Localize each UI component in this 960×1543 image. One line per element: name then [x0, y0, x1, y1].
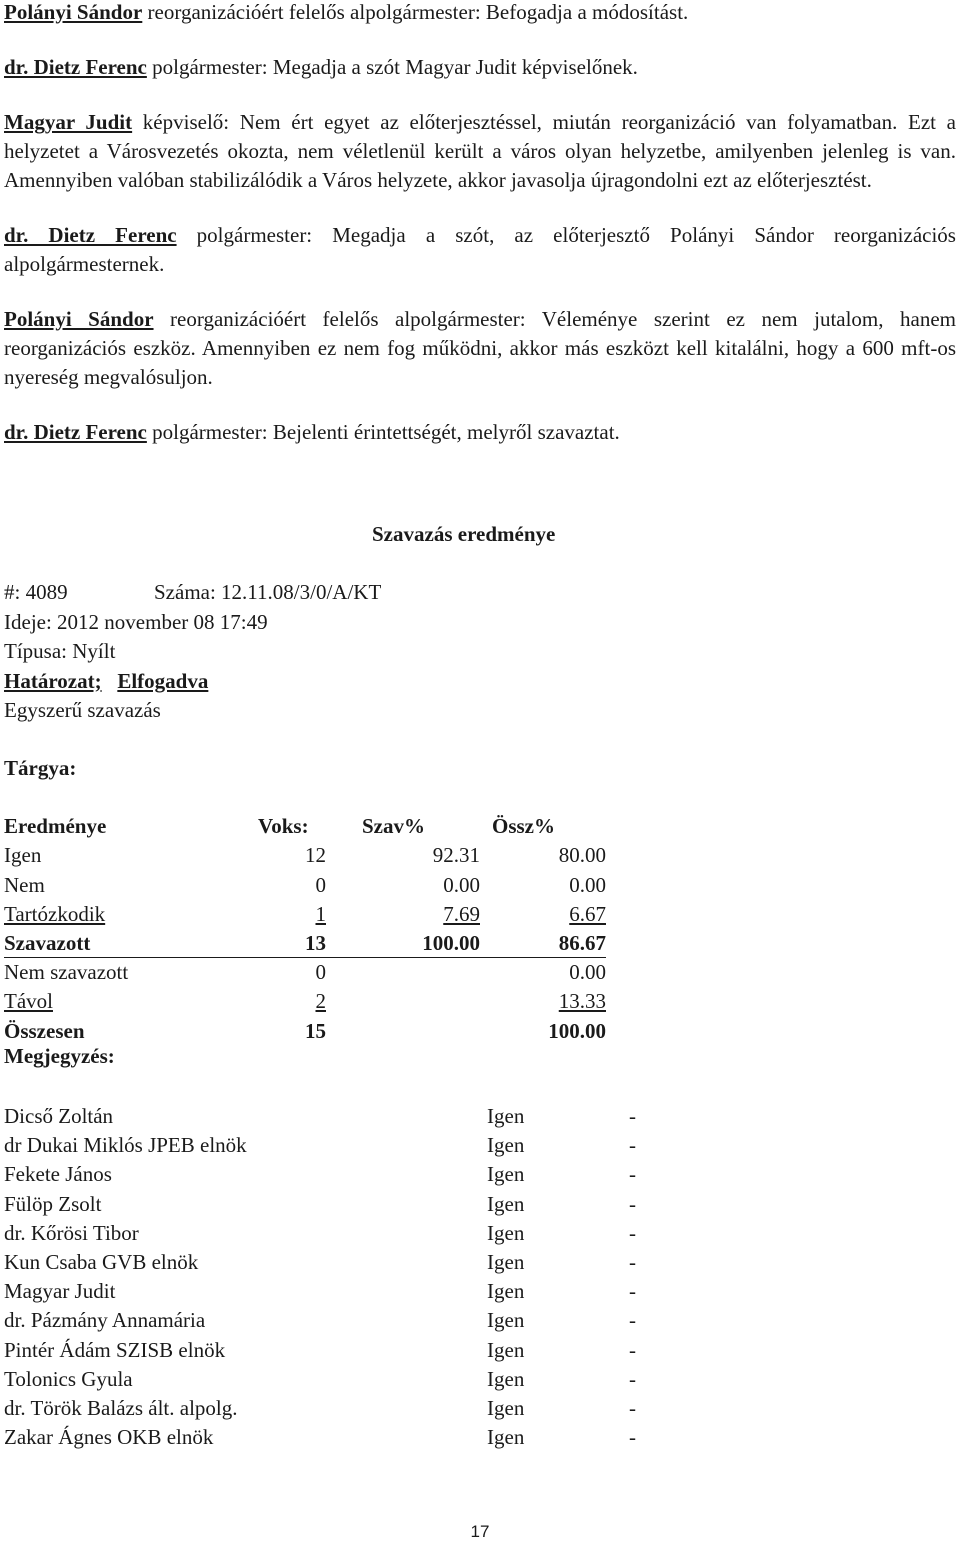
result-label: Távol	[4, 989, 53, 1014]
voter-name: Pintér Ádám SZISB elnök	[4, 1337, 226, 1362]
statement-text: reorganizációért felelős alpolgármester: Befogadja a módosítást.	[142, 0, 689, 24]
voter-list	[4, 1102, 644, 1452]
result-vote-percent: 7.69	[443, 901, 480, 926]
result-votes: 15	[305, 1018, 326, 1043]
table-row-total	[4, 1017, 606, 1046]
voter-name: dr. Kőrösi Tibor	[4, 1220, 139, 1245]
voter-vote: Igen	[487, 1104, 525, 1128]
list-item	[4, 1102, 644, 1131]
table-row	[4, 900, 606, 929]
voter-vote: Igen	[487, 1162, 525, 1187]
result-label: Tartózkodik	[4, 901, 106, 926]
paragraph-3	[4, 108, 956, 195]
statement-text: polgármester: Bejelenti érintettségét, melyről szavaztat.	[146, 420, 620, 444]
paragraph-6	[4, 418, 956, 447]
header-vote-percent: Szav%	[362, 814, 425, 838]
voter-vote: Igen	[487, 1133, 525, 1158]
voter-dash: -	[629, 1395, 636, 1420]
voter-name: Fekete János	[4, 1162, 112, 1187]
result-votes: 2	[315, 989, 326, 1014]
result-total-percent: 100.00	[548, 1018, 606, 1043]
voter-dash: -	[629, 1104, 636, 1128]
result-total-percent: 80.00	[558, 843, 606, 868]
table-row-voted	[4, 929, 606, 958]
speaker-name: dr. Dietz Ferenc	[4, 420, 147, 444]
voter-dash: -	[629, 1220, 636, 1245]
voter-name: dr. Török Balázs ált. alpolg.	[4, 1395, 238, 1420]
voter-name: Zakar Ágnes OKB elnök	[4, 1425, 214, 1450]
speaker-name: dr. Dietz Ferenc	[4, 55, 147, 79]
voter-dash: -	[629, 1249, 636, 1274]
voter-vote: Igen	[487, 1337, 525, 1362]
table-row	[4, 841, 606, 870]
table-row	[4, 958, 606, 987]
vote-date: Ideje: 2012 november 08 17:49	[4, 609, 268, 634]
table-row	[4, 871, 606, 900]
voter-name: dr. Pázmány Annamária	[4, 1308, 206, 1333]
result-total-percent: 13.33	[558, 989, 606, 1014]
list-item	[4, 1365, 644, 1394]
speaker-name: Polányi Sándor	[4, 0, 143, 24]
voter-dash: -	[629, 1425, 636, 1450]
voter-name: dr Dukai Miklós JPEB elnök	[4, 1133, 247, 1158]
page-number: 17	[470, 1522, 490, 1541]
vote-result-title: Szavazás eredménye	[372, 522, 556, 546]
voter-vote: Igen	[487, 1308, 525, 1333]
voter-vote: Igen	[487, 1220, 525, 1245]
list-item	[4, 1423, 644, 1452]
list-item	[4, 1306, 644, 1335]
statement-text: képviselő: Nem ért egyet az előterjesztéssel, miután reorganizáció van folyamatban. Ezt a helyzetet a Városvezetés okozta, nem véletlenül került a város olyan helyzetbe, amilyenben jelenleg is van. Amennyiben valóban stabilizálódik a Város helyzete, akkor javasolja újragondolni ezt az előterjesztést.	[4, 110, 956, 192]
statement-text: polgármester: Megadja a szót, az előterjesztő Polányi Sándor reorganizációs alpolgármesternek.	[4, 223, 956, 276]
list-item	[4, 1219, 644, 1248]
speaker-name: Polányi Sándor	[4, 307, 154, 331]
note-label: Megjegyzés:	[4, 1044, 115, 1068]
decision-value: Elfogadva	[117, 668, 209, 693]
result-votes: 1	[315, 901, 326, 926]
minutes-text	[4, 0, 956, 447]
header-votes: Voks:	[258, 814, 309, 838]
voter-vote: Igen	[487, 1249, 525, 1274]
list-item	[4, 1277, 644, 1306]
result-label: Nem	[4, 872, 45, 897]
header-total-percent: Össz%	[492, 814, 555, 838]
result-votes: 12	[305, 843, 326, 868]
voter-dash: -	[629, 1191, 636, 1216]
result-votes: 0	[315, 959, 326, 984]
result-vote-percent: 0.00	[443, 872, 480, 897]
voter-name: Tolonics Gyula	[4, 1366, 133, 1391]
list-item	[4, 1160, 644, 1189]
voter-dash: -	[629, 1308, 636, 1333]
list-item	[4, 1131, 644, 1160]
result-label: Nem szavazott	[4, 959, 129, 984]
voter-name: Magyar Judit	[4, 1279, 116, 1304]
voter-vote: Igen	[487, 1279, 525, 1304]
result-total-percent: 86.67	[558, 931, 606, 956]
voter-vote: Igen	[487, 1425, 525, 1450]
paragraph-1	[4, 0, 956, 27]
result-label: Igen	[4, 843, 42, 868]
result-label: Szavazott	[4, 931, 91, 956]
header-result: Eredménye	[4, 814, 107, 838]
voter-name: Kun Csaba GVB elnök	[4, 1249, 199, 1274]
vote-kind: Egyszerű szavazás	[4, 698, 161, 722]
result-votes: 13	[305, 931, 326, 956]
paragraph-5	[4, 305, 956, 392]
result-votes: 0	[315, 872, 326, 897]
voter-vote: Igen	[487, 1366, 525, 1391]
statement-text: polgármester: Megadja a szót Magyar Judit képviselőnek.	[146, 55, 638, 79]
result-total-percent: 6.67	[569, 901, 606, 926]
voter-dash: -	[629, 1279, 636, 1304]
list-item	[4, 1394, 644, 1423]
voter-dash: -	[629, 1366, 636, 1391]
list-item	[4, 1336, 644, 1365]
voter-vote: Igen	[487, 1191, 525, 1216]
paragraph-4	[4, 221, 956, 279]
results-header	[4, 812, 606, 841]
vote-id: #: 4089	[4, 580, 68, 604]
results-table	[4, 812, 606, 1046]
vote-decision	[4, 667, 381, 697]
result-vote-percent: 92.31	[432, 843, 480, 868]
result-vote-percent: 100.00	[422, 931, 480, 956]
vote-id-row	[4, 578, 381, 608]
voter-name: Fülöp Zsolt	[4, 1191, 102, 1216]
result-total-percent: 0.00	[569, 872, 606, 897]
result-total-percent: 0.00	[569, 959, 606, 984]
paragraph-2	[4, 53, 956, 82]
vote-type: Típusa: Nyílt	[4, 639, 116, 663]
speaker-name: dr. Dietz Ferenc	[4, 223, 177, 247]
list-item	[4, 1190, 644, 1219]
voter-dash: -	[629, 1337, 636, 1362]
list-item	[4, 1248, 644, 1277]
voter-dash: -	[629, 1162, 636, 1187]
table-row	[4, 987, 606, 1016]
result-label: Összesen	[4, 1018, 85, 1043]
decision-label: Határozat;	[4, 668, 102, 693]
vote-number: Száma: 12.11.08/3/0/A/KT	[154, 580, 382, 604]
voter-name: Dicső Zoltán	[4, 1104, 114, 1128]
voter-vote: Igen	[487, 1395, 525, 1420]
vote-metadata	[4, 578, 381, 726]
statement-text: reorganizációért felelős alpolgármester: Véleménye szerint ez nem jutalom, hanem reorganizációs eszköz. Amennyiben ez nem fog működni, akkor más eszközt kell kitalálni, hogy a 600 mft-os nyereség megvalósuljon.	[4, 307, 956, 389]
voter-dash: -	[629, 1133, 636, 1158]
subject-label: Tárgya:	[4, 756, 77, 780]
speaker-name: Magyar Judit	[4, 110, 133, 134]
